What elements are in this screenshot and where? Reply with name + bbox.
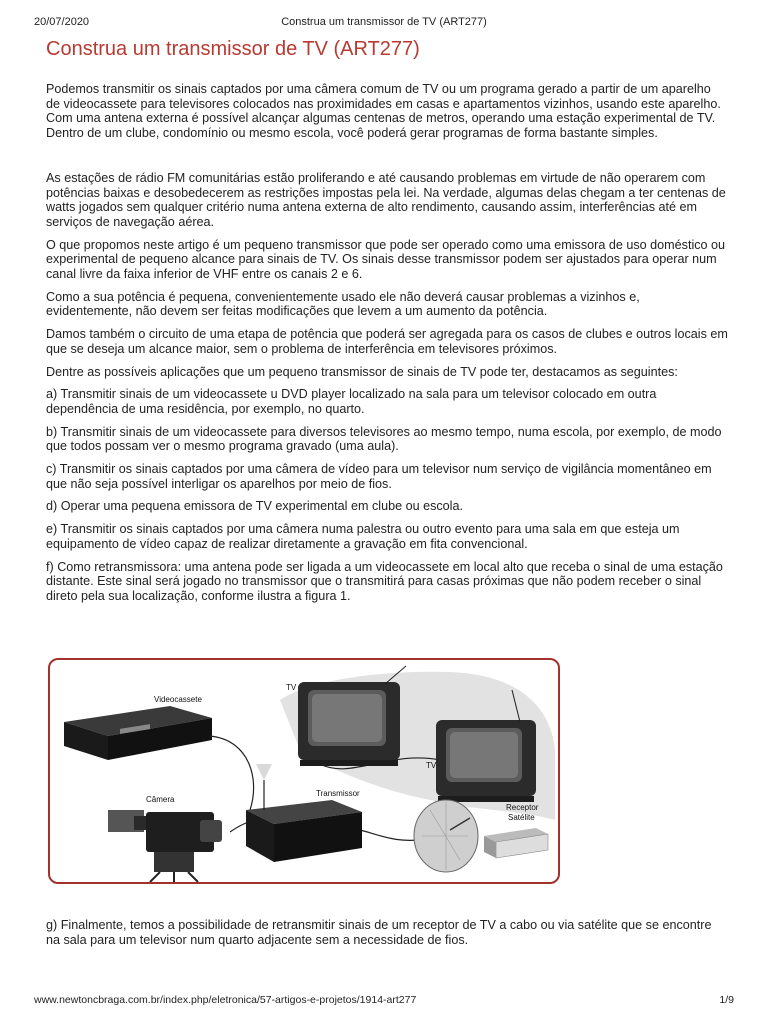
list-item-c: c) Transmitir os sinais captados por uma câmera de vídeo para um televisor num serviço de vigilância momentâneo em que não seja possível interligar os aparelhos por meio de fios. — [46, 462, 712, 491]
paragraph-stage: Damos também o circuito de uma etapa de potência que poderá ser agregada para os casos de clubes e outros locais em que se deseja um alcance maior, sem o problema de interferência em televisores próximos. — [46, 327, 728, 356]
list-item-d: d) Operar uma pequena emissora de TV experimental em clube ou escola. — [46, 499, 463, 514]
label-receiver-line2: Satélite — [508, 813, 535, 822]
list-item-e: e) Transmitir os sinais captados por uma câmera numa palestra ou outro evento para uma sala em que esteja um equipamento de vídeo capaz de realizar diretamente a gravação em fita convencional. — [46, 522, 680, 551]
figure-1 — [48, 658, 560, 884]
paragraph-power: Como a sua potência é pequena, convenientemente usado ele não deverá causar problemas a vizinhos e, evidentemente, não devem ser feitas modificações que levem a um aumento da potência. — [46, 289, 640, 319]
list-item-g: g) Finalmente, temos a possibilidade de retransmitir sinais de um receptor de TV a cabo ou via satélite que se encontre na sala para um televisor num quarto adjacente sem a necessidade de fios. — [46, 918, 712, 947]
vcr-device — [64, 706, 212, 760]
label-transmitter: Transmissor — [316, 789, 360, 798]
article-body — [46, 82, 728, 612]
header-date: 20/07/2020 — [34, 16, 90, 28]
transmitter-device — [246, 764, 362, 862]
label-tv-2: TV — [426, 761, 437, 770]
list-item-b: b) Transmitir sinais de um videocassete para diversos televisores ao mesmo tempo, numa escola, por exemplo, de modo que todos possam ver o mesmo programa gravado (uma aula). — [46, 424, 722, 454]
satellite-dish-device — [414, 800, 478, 872]
label-tv-1: TV — [286, 683, 297, 692]
footer-page-number: 1/9 — [719, 994, 734, 1006]
label-vcr: Videocassete — [154, 695, 202, 704]
header-doc-title: Construa um transmissor de TV (ART277) — [281, 16, 487, 28]
footer-url: www.newtoncbraga.com.br/index.php/eletronica/57-artigos-e-projetos/1914-art277 — [34, 994, 417, 1006]
label-receiver-line1: Receptor — [506, 803, 539, 812]
camera-device — [108, 810, 222, 882]
figure-illustration — [50, 660, 558, 882]
satellite-receiver-device — [484, 828, 548, 858]
list-item-f: f) Como retransmissora: uma antena pode ser ligada a um videocassete em local alto que receba o sinal de uma estação distante. Este sinal será jogado no transmissor que o transmitirá para casas próximas que não podem receber o sinal direto pela sua localização, conforme ilustra a figura 1. — [46, 559, 723, 603]
paragraph-applications: Dentre as possíveis aplicações que um pequeno transmissor de sinais de TV pode ter, destacamos as seguintes: — [46, 364, 678, 379]
paragraph-proposal: O que propomos neste artigo é um pequeno transmissor que pode ser operado como uma emissora de uso doméstico ou experimental de pequeno alcance para sinais de TV. Os sinais desse transmissor podem ser ajustados para operar num canal livre da faixa inferior de VHF entre os canais 2 e 6. — [46, 237, 726, 282]
label-camera: Câmera — [146, 795, 175, 804]
article-title: Construa um transmissor de TV (ART277) — [46, 38, 420, 60]
paragraph-intro: Podemos transmitir os sinais captados por uma câmera comum de TV ou um programa gerado a partir de um aparelho de videocassete para televisores colocados nas proximidades em casas e apartamentos vizinhos, usando este aparelho. Com uma antena externa é possível alcançar algumas centenas de metros, operando uma estação experimental de TV. Dentro de um clube, condomínio ou mesmo escola, você poderá gerar programas de forma bastante simples. — [46, 82, 721, 141]
paragraph-fm: As estações de rádio FM comunitárias estão proliferando e até causando problemas em virtude de não operarem com potências baixas e desobedecerem as restrições impostas pela lei. Na verdade, algumas delas chegam a ter centenas de watts jogados sem qualquer critério numa antena externa de alto rendimento, causando assim, interferências até em serviços de navegação aérea. — [46, 170, 726, 229]
list-item-a: a) Transmitir sinais de um videocassete u DVD player localizado na sala para um televisor colocado em outra dependência de uma residência, por exemplo, no quarto. — [46, 387, 657, 416]
